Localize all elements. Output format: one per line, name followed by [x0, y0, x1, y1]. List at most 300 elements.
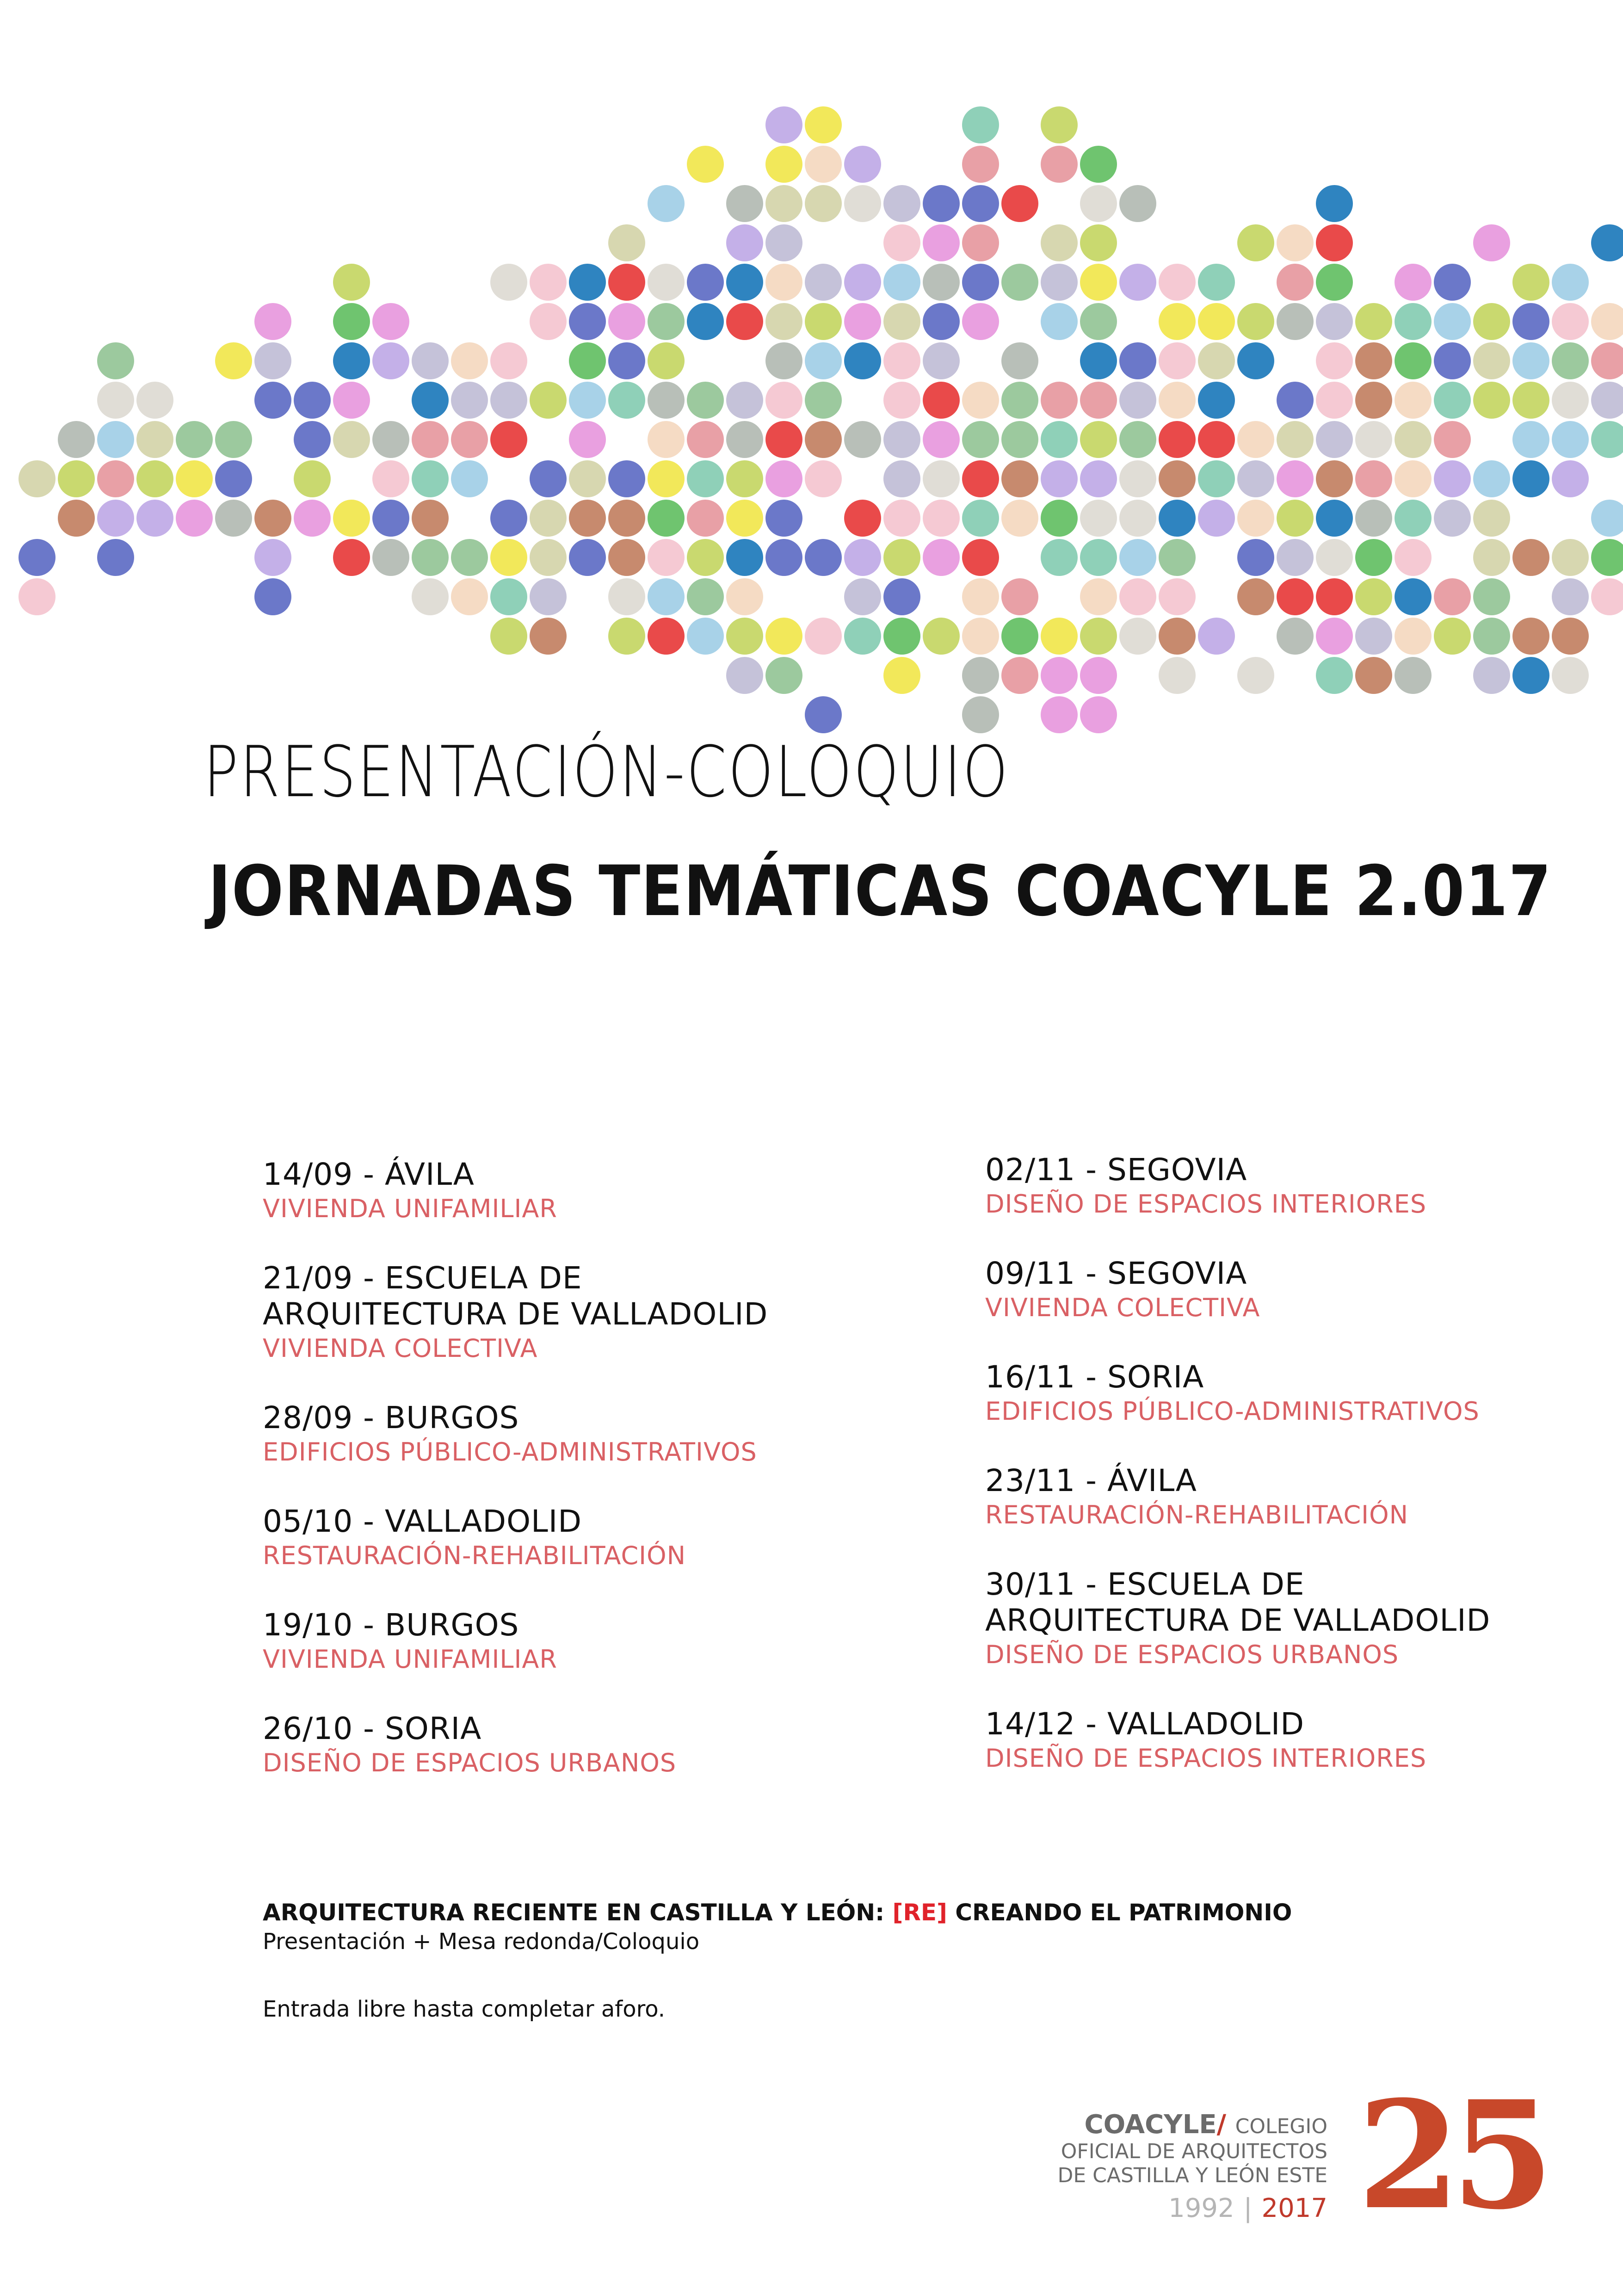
event-title: 05/10 - VALLADOLID	[263, 1504, 582, 1539]
footer-title-prefix: ARQUITECTURA RECIENTE EN CASTILLA Y LEÓN:	[263, 1899, 893, 1926]
decorative-dot	[687, 303, 724, 340]
event-title: 28/09 - BURGOS	[263, 1400, 519, 1436]
heading-main: PRESENTACIÓN-COLOQUIO	[204, 731, 1010, 813]
decorative-dot	[451, 578, 488, 615]
decorative-dot	[1041, 618, 1078, 655]
decorative-dot	[58, 500, 95, 537]
decorative-dot	[19, 578, 56, 615]
decorative-dot	[962, 539, 999, 576]
decorative-dot	[1473, 303, 1510, 340]
decorative-dot	[1198, 421, 1235, 458]
decorative-dot	[1159, 500, 1196, 537]
decorative-dot	[1159, 578, 1196, 615]
decorative-dot	[412, 578, 449, 615]
decorative-dot	[1159, 382, 1196, 419]
decorative-dot	[1552, 618, 1589, 655]
event-item	[985, 1256, 1586, 1324]
decorative-dot	[1080, 460, 1117, 497]
decorative-dot	[1080, 185, 1117, 222]
decorative-dot	[254, 539, 291, 576]
decorative-dot	[1237, 303, 1274, 340]
decorative-dot	[1591, 342, 1623, 379]
decorative-dot	[608, 460, 645, 497]
decorative-dot	[883, 264, 920, 301]
decorative-dot	[490, 500, 527, 537]
decorative-dot	[1198, 382, 1235, 419]
decorative-dot	[608, 342, 645, 379]
event-item	[985, 1706, 1586, 1775]
decorative-dot	[97, 342, 134, 379]
decorative-dot	[1395, 460, 1432, 497]
decorative-dot	[1277, 460, 1314, 497]
decorative-dot	[765, 618, 802, 655]
decorative-dot	[1591, 500, 1623, 537]
decorative-dot	[726, 421, 763, 458]
logo-year-end: 2017	[1261, 2193, 1327, 2223]
decorative-dot	[1552, 657, 1589, 694]
footer-entry-note: Entrada libre hasta completar aforo.	[263, 1996, 666, 2022]
decorative-dot	[490, 618, 527, 655]
decorative-dot	[923, 303, 960, 340]
decorative-dot	[530, 382, 567, 419]
decorative-dot	[1277, 500, 1314, 537]
decorative-dot	[1355, 303, 1392, 340]
event-topic: VIVIENDA COLECTIVA	[263, 1334, 538, 1363]
decorative-dot	[1355, 382, 1392, 419]
decorative-dot	[765, 185, 802, 222]
event-topic: VIVIENDA UNIFAMILIAR	[263, 1645, 557, 1674]
decorative-dot	[805, 382, 842, 419]
decorative-dot	[962, 303, 999, 340]
decorative-dot	[1434, 421, 1471, 458]
decorative-dot	[569, 303, 606, 340]
event-item	[263, 1607, 864, 1676]
event-item	[263, 1504, 864, 1572]
event-item	[985, 1463, 1586, 1531]
decorative-dot	[1395, 264, 1432, 301]
decorative-dot	[372, 421, 409, 458]
decorative-dot	[136, 500, 173, 537]
decorative-dot	[97, 421, 134, 458]
decorative-dot	[765, 264, 802, 301]
decorative-dot	[726, 185, 763, 222]
decorative-dot	[530, 578, 567, 615]
event-item	[985, 1566, 1586, 1671]
decorative-dot	[215, 342, 252, 379]
decorative-dot	[1512, 264, 1549, 301]
logo-line2: OFICIAL DE ARQUITECTOS	[1061, 2140, 1327, 2163]
decorative-dot	[765, 460, 802, 497]
decorative-dot	[687, 382, 724, 419]
decorative-dot	[687, 539, 724, 576]
decorative-dot	[1237, 539, 1274, 576]
decorative-dot	[1434, 618, 1471, 655]
decorative-dot	[1041, 303, 1078, 340]
decorative-dot	[1395, 657, 1432, 694]
decorative-dot	[1552, 264, 1589, 301]
decorative-dot	[1316, 657, 1353, 694]
decorative-dot	[805, 106, 842, 143]
decorative-dot	[608, 578, 645, 615]
decorative-dot	[1198, 264, 1235, 301]
decorative-dot	[1198, 342, 1235, 379]
decorative-dot	[1316, 460, 1353, 497]
decorative-dot	[333, 500, 370, 537]
decorative-dot	[1355, 578, 1392, 615]
decorative-dot	[333, 539, 370, 576]
decorative-dot	[962, 146, 999, 183]
event-topic: DISEÑO DE ESPACIOS INTERIORES	[985, 1189, 1427, 1219]
decorative-dot	[1001, 618, 1038, 655]
decorative-dot	[608, 224, 645, 261]
event-topic: EDIFICIOS PÚBLICO-ADMINISTRATIVOS	[985, 1397, 1480, 1426]
logo-years	[1057, 2193, 1327, 2223]
decorative-dot	[648, 264, 685, 301]
decorative-dot	[805, 421, 842, 458]
decorative-dot	[1237, 460, 1274, 497]
decorative-dot	[333, 421, 370, 458]
event-item	[263, 1711, 864, 1779]
decorative-dot	[608, 303, 645, 340]
decorative-dot	[883, 421, 920, 458]
decorative-dot	[1355, 421, 1392, 458]
decorative-dot	[294, 421, 331, 458]
decorative-dot	[1277, 224, 1314, 261]
decorative-dot	[765, 382, 802, 419]
decorative-dot	[726, 382, 763, 419]
event-title: 26/10 - SORIA	[263, 1711, 482, 1746]
decorative-dot	[451, 342, 488, 379]
decorative-dot	[1080, 224, 1117, 261]
decorative-dot	[805, 185, 842, 222]
decorative-dot	[1119, 460, 1156, 497]
heading-sub: JORNADAS TEMÁTICAS COACYLE 2.017	[208, 851, 1552, 932]
decorative-dot	[765, 657, 802, 694]
decorative-dot	[1119, 500, 1156, 537]
decorative-dot	[923, 539, 960, 576]
decorative-dot	[530, 303, 567, 340]
event-title: 23/11 - ÁVILA	[985, 1463, 1197, 1498]
decorative-dot	[215, 500, 252, 537]
decorative-dot	[1198, 303, 1235, 340]
decorative-dot	[765, 224, 802, 261]
decorative-dot	[1434, 460, 1471, 497]
decorative-dot	[1001, 342, 1038, 379]
footer-title-highlight: [RE]	[892, 1899, 947, 1926]
decorative-dot	[1434, 500, 1471, 537]
decorative-dot	[1001, 185, 1038, 222]
decorative-dot	[1277, 539, 1314, 576]
event-item	[985, 1152, 1586, 1220]
decorative-dot	[608, 264, 645, 301]
decorative-dot	[97, 500, 134, 537]
decorative-dot	[883, 618, 920, 655]
decorative-dot	[726, 618, 763, 655]
decorative-dot	[962, 264, 999, 301]
decorative-dot	[962, 224, 999, 261]
event-title: 19/10 - BURGOS	[263, 1607, 519, 1643]
decorative-dot	[1119, 382, 1156, 419]
decorative-dot	[923, 342, 960, 379]
decorative-dot	[962, 460, 999, 497]
decorative-dot	[1159, 539, 1196, 576]
decorative-dot	[726, 224, 763, 261]
decorative-dot	[648, 460, 685, 497]
decorative-dot	[1512, 657, 1549, 694]
decorative-dot	[1316, 224, 1353, 261]
decorative-dot	[372, 460, 409, 497]
decorative-dot	[923, 224, 960, 261]
logo-anniversary-number: 25	[1357, 2069, 1545, 2242]
decorative-dot	[1041, 421, 1078, 458]
decorative-dot	[1434, 578, 1471, 615]
decorative-dot	[923, 185, 960, 222]
decorative-dot	[1512, 460, 1549, 497]
decorative-dot	[1159, 303, 1196, 340]
decorative-dot	[215, 460, 252, 497]
decorative-dot	[1277, 264, 1314, 301]
decorative-dot	[1277, 618, 1314, 655]
decorative-dot	[412, 500, 449, 537]
decorative-dot	[1080, 342, 1117, 379]
decorative-dot	[765, 421, 802, 458]
decorative-dot	[1316, 500, 1353, 537]
decorative-dot	[883, 578, 920, 615]
event-topic: VIVIENDA COLECTIVA	[985, 1293, 1260, 1322]
decorative-dot	[962, 618, 999, 655]
decorative-dot	[844, 618, 881, 655]
decorative-dot	[1119, 185, 1156, 222]
decorative-dot	[962, 696, 999, 733]
event-topic: RESTAURACIÓN-REHABILITACIÓN	[985, 1500, 1408, 1529]
decorative-dot	[451, 460, 488, 497]
event-title: 09/11 - SEGOVIA	[985, 1256, 1247, 1291]
decorative-dot	[569, 421, 606, 458]
decorative-dot	[608, 500, 645, 537]
decorative-dot	[1316, 382, 1353, 419]
decorative-dot	[962, 657, 999, 694]
decorative-dot	[1001, 382, 1038, 419]
decorative-dot	[1080, 303, 1117, 340]
decorative-dot	[1119, 264, 1156, 301]
decorative-dot	[1001, 460, 1038, 497]
footer-title	[263, 1899, 1292, 1926]
decorative-dot	[1591, 578, 1623, 615]
decorative-dot	[726, 303, 763, 340]
logo-text	[1057, 2110, 1327, 2223]
decorative-dot	[1552, 421, 1589, 458]
decorative-dot	[1198, 460, 1235, 497]
decorative-dot	[333, 303, 370, 340]
decorative-dot	[1316, 185, 1353, 222]
decorative-dot	[1355, 342, 1392, 379]
decorative-dot	[1355, 460, 1392, 497]
decorative-dot	[1434, 264, 1471, 301]
decorative-dot	[962, 578, 999, 615]
decorative-dot	[608, 618, 645, 655]
decorative-dot	[451, 539, 488, 576]
decorative-dot	[1041, 264, 1078, 301]
decorative-dot	[726, 500, 763, 537]
decorative-dot	[1159, 264, 1196, 301]
logo-line1: COLEGIO	[1235, 2115, 1327, 2138]
decorative-dot	[1355, 500, 1392, 537]
decorative-dot	[805, 618, 842, 655]
logo-brand-name: COACYLE	[1084, 2110, 1217, 2140]
decorative-dot	[1473, 618, 1510, 655]
decorative-dot	[215, 421, 252, 458]
decorative-dot	[805, 696, 842, 733]
decorative-dot	[530, 500, 567, 537]
decorative-dot	[294, 460, 331, 497]
decorative-dot	[883, 539, 920, 576]
decorative-dot	[648, 500, 685, 537]
decorative-dot	[1198, 618, 1235, 655]
decorative-dot	[372, 303, 409, 340]
decorative-dot	[1001, 657, 1038, 694]
decorative-dot	[1277, 578, 1314, 615]
decorative-dot	[765, 539, 802, 576]
decorative-dot	[97, 539, 134, 576]
decorative-dot	[687, 264, 724, 301]
decorative-dot	[923, 382, 960, 419]
decorative-dot	[648, 382, 685, 419]
decorative-dot	[1041, 696, 1078, 733]
decorative-dot	[1159, 618, 1196, 655]
decorative-dot	[648, 578, 685, 615]
decorative-dot	[1512, 421, 1549, 458]
decorative-dot	[923, 618, 960, 655]
decorative-dot	[451, 382, 488, 419]
decorative-dot	[1552, 460, 1589, 497]
decorative-dot	[1277, 303, 1314, 340]
decorative-dot	[254, 342, 291, 379]
decorative-dot	[726, 657, 763, 694]
dot-pattern	[0, 0, 1623, 1110]
decorative-dot	[805, 539, 842, 576]
decorative-dot	[1395, 382, 1432, 419]
decorative-dot	[726, 264, 763, 301]
decorative-dot	[1316, 303, 1353, 340]
events-right-column	[985, 1152, 1586, 1810]
decorative-dot	[648, 618, 685, 655]
decorative-dot	[569, 539, 606, 576]
decorative-dot	[805, 146, 842, 183]
decorative-dot	[1237, 500, 1274, 537]
logo-slash: /	[1216, 2110, 1227, 2140]
decorative-dot	[1591, 539, 1623, 576]
decorative-dot	[883, 460, 920, 497]
decorative-dot	[765, 500, 802, 537]
decorative-dot	[648, 421, 685, 458]
decorative-dot	[1159, 421, 1196, 458]
decorative-dot	[176, 460, 213, 497]
decorative-dot	[1473, 500, 1510, 537]
decorative-dot	[805, 303, 842, 340]
decorative-dot	[844, 146, 881, 183]
decorative-dot	[254, 303, 291, 340]
footer-subtitle: Presentación + Mesa redonda/Coloquio	[263, 1929, 700, 1955]
decorative-dot	[1041, 657, 1078, 694]
decorative-dot	[136, 382, 173, 419]
decorative-dot	[333, 264, 370, 301]
decorative-dot	[1473, 342, 1510, 379]
decorative-dot	[962, 382, 999, 419]
decorative-dot	[1395, 421, 1432, 458]
decorative-dot	[412, 421, 449, 458]
event-title: 02/11 - SEGOVIA	[985, 1152, 1247, 1188]
decorative-dot	[58, 460, 95, 497]
decorative-dot	[962, 106, 999, 143]
event-title: 16/11 - SORIA	[985, 1359, 1204, 1395]
decorative-dot	[1395, 618, 1432, 655]
decorative-dot	[1080, 382, 1117, 419]
decorative-dot	[923, 460, 960, 497]
decorative-dot	[962, 185, 999, 222]
decorative-dot	[372, 500, 409, 537]
decorative-dot	[883, 382, 920, 419]
decorative-dot	[19, 460, 56, 497]
decorative-dot	[1473, 578, 1510, 615]
decorative-dot	[1395, 578, 1432, 615]
decorative-dot	[883, 657, 920, 694]
decorative-dot	[765, 106, 802, 143]
decorative-dot	[176, 421, 213, 458]
decorative-dot	[1355, 618, 1392, 655]
decorative-dot	[608, 539, 645, 576]
decorative-dot	[333, 342, 370, 379]
decorative-dot	[1198, 500, 1235, 537]
event-title: 14/09 - ÁVILA	[263, 1157, 475, 1192]
decorative-dot	[844, 185, 881, 222]
decorative-dot	[1080, 618, 1117, 655]
event-topic: VIVIENDA UNIFAMILIAR	[263, 1194, 557, 1223]
decorative-dot	[1041, 460, 1078, 497]
decorative-dot	[608, 382, 645, 419]
decorative-dot	[372, 342, 409, 379]
decorative-dot	[530, 460, 567, 497]
decorative-dot	[1591, 421, 1623, 458]
logo-year-start: 1992	[1168, 2193, 1234, 2223]
decorative-dot	[1552, 578, 1589, 615]
event-item	[985, 1359, 1586, 1428]
decorative-dot	[19, 539, 56, 576]
event-topic: DISEÑO DE ESPACIOS INTERIORES	[985, 1744, 1427, 1773]
decorative-dot	[1001, 578, 1038, 615]
decorative-dot	[1512, 618, 1549, 655]
coacyle-logo	[1057, 2069, 1545, 2242]
decorative-dot	[1119, 421, 1156, 458]
decorative-dot	[765, 342, 802, 379]
decorative-dot	[1237, 657, 1274, 694]
decorative-dot	[1041, 539, 1078, 576]
decorative-dot	[1080, 539, 1117, 576]
decorative-dot	[687, 146, 724, 183]
decorative-dot	[923, 421, 960, 458]
decorative-dot	[294, 382, 331, 419]
decorative-dot	[883, 303, 920, 340]
decorative-dot	[1001, 264, 1038, 301]
event-item	[263, 1400, 864, 1468]
decorative-dot	[490, 382, 527, 419]
decorative-dot	[412, 342, 449, 379]
decorative-dot	[569, 460, 606, 497]
decorative-dot	[1316, 342, 1353, 379]
logo-brand	[1057, 2110, 1327, 2140]
decorative-dot	[1119, 342, 1156, 379]
decorative-dot	[1473, 657, 1510, 694]
decorative-dot	[1316, 618, 1353, 655]
